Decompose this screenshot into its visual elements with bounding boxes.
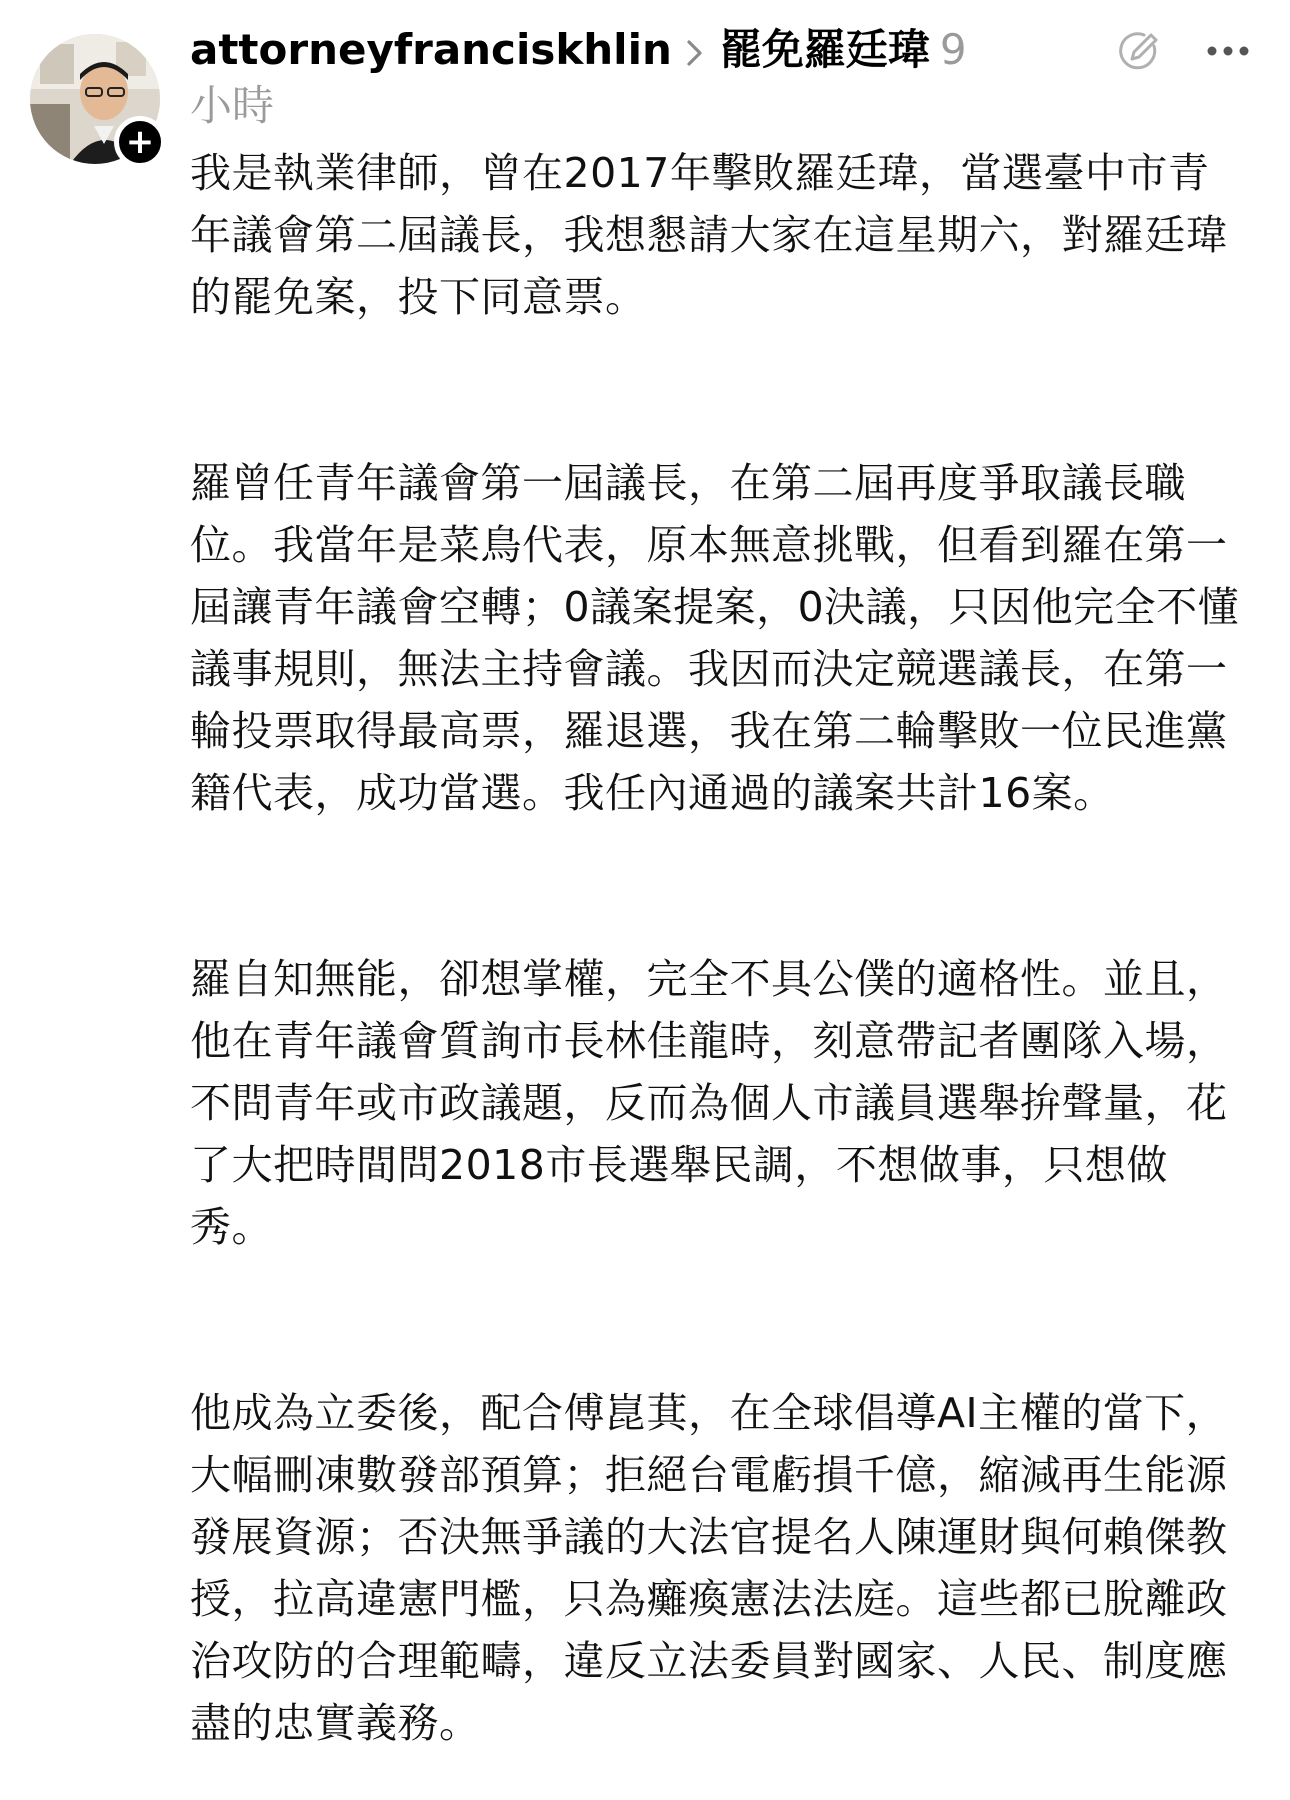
edit-pen-icon [1116,28,1162,74]
follow-plus-button[interactable] [114,116,166,168]
author-username[interactable]: attorneyfranciskhlin [190,25,672,74]
post-header [190,22,980,134]
edit-button[interactable] [1116,28,1162,74]
post-body [190,142,1250,1754]
topic-tag[interactable]: 罷免羅廷瑋 [719,25,930,74]
author-avatar-container[interactable] [30,34,160,164]
more-options-icon [1206,45,1250,57]
more-options-button[interactable] [1206,45,1250,57]
post-paragraph: 羅自知無能，卻想掌權，完全不具公僕的適格性。並且，他在青年議會質詢市長林佳龍時，刻意帶記者團隊入場，不問青年或市政議題，反而為個人市議員選舉拚聲量，花了大把時間問2018市長選舉民調，不想做事，只想做秀。 [190,955,1228,1251]
chevron-right-icon [684,22,706,78]
post-paragraph: 他成為立委後，配合傅崑萁，在全球倡導AI主權的當下，大幅刪凍數發部預算；拒絕台電虧損千億，縮減再生能源發展資源；否決無爭議的大法官提名人陳運財與何賴傑教授，拉高違憲門檻，只為癱瘓憲法法庭。這些都已脫離政治攻防的合理範疇，違反立法委員對國家、人民、制度應盡的忠實義務。 [190,1389,1228,1747]
post-paragraph: 羅曾任青年議會第一屆議長，在第二屆再度爭取議長職位。我當年是菜鳥代表，原本無意挑戰，但看到羅在第一屆讓青年議會空轉；0議案提案，0決議，只因他完全不懂議事規則，無法主持會議。我因而決定競選議長，在第一輪投票取得最高票，羅退選，我在第二輪擊敗一位民進黨籍代表，成功當選。我任內通過的議案共計16案。 [190,459,1240,817]
plus-icon: + [125,122,155,162]
header-actions [1116,28,1250,74]
post-timestamp: 9小時 [190,25,967,130]
post-paragraph: 我是執業律師，曾在2017年擊敗羅廷瑋，當選臺中市青年議會第二屆議長，我想懇請大家在這星期六，對羅廷瑋的罷免案，投下同意票。 [190,149,1228,321]
